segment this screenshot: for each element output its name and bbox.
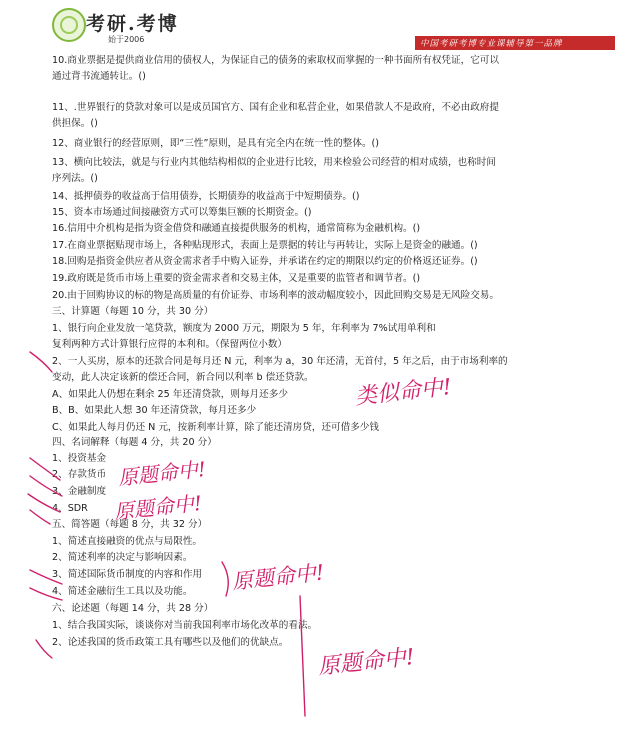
text-line: 供担保。() bbox=[52, 118, 98, 129]
logo-badge-icon bbox=[52, 8, 86, 42]
text-line: 1、结合我国实际，谈谈你对当前我国利率市场化改革的看法。 bbox=[52, 620, 318, 631]
text-line: 17.在商业票据贴现市场上，各种贴现形式，表面上是票据的转让与再转让，实际上是资金的融通。() bbox=[52, 240, 478, 251]
text-line: 变动，此人决定该新的偿还合同，新合同以利率 b 偿还贷款。 bbox=[52, 372, 314, 383]
section-heading: 四、名词解释（每题 4 分，共 20 分） bbox=[52, 437, 217, 448]
text-line: B、B、如果此人想 30 年还清贷款，每月还多少 bbox=[52, 405, 257, 416]
section-heading: 三、计算题（每题 10 分，共 30 分） bbox=[52, 306, 214, 317]
logo-text: 考研.考博 bbox=[86, 13, 179, 35]
text-line: 14、抵押债券的收益高于信用债券，长期债券的收益高于中短期债券。() bbox=[52, 191, 360, 202]
text-line: 13、横向比较法，就是与行业内其他结构相似的企业进行比较，用来检验公司经营的相对成绩，也称时间 bbox=[52, 157, 496, 168]
text-line: 15、资本市场通过间接融资方式可以筹集巨额的长期资金。() bbox=[52, 207, 312, 218]
text-line: 2、一人买房，原本的还款合同是每月还 N 元，利率为 a，30 年还清，无首付，5 年之后，由于市场利率的 bbox=[52, 356, 508, 367]
handwriting-similar-hit: 类似命中! bbox=[353, 374, 453, 410]
text-line: 4、SDR bbox=[52, 503, 88, 514]
text-line: 2、论述我国的货币政策工具有哪些以及他们的优缺点。 bbox=[52, 637, 289, 648]
page-header bbox=[0, 0, 628, 52]
text-line: 1、银行向企业发放一笔贷款，额度为 2000 万元，期限为 5 年，年利率为 7%试用单利和 bbox=[52, 323, 436, 334]
text-line: 2、存款货币 bbox=[52, 469, 107, 480]
handwriting-original-hit: 原题命中! bbox=[230, 560, 326, 594]
text-line: 3、金融制度 bbox=[52, 486, 107, 497]
text-line: 复利两种方式计算银行应得的本利和。（保留两位小数） bbox=[52, 339, 288, 350]
text-line: 20.由于回购协议的标的物是高质量的有价证券、市场利率的波动幅度较小，因此回购交易是无风险交易。 bbox=[52, 290, 499, 301]
text-line: 1、简述直接融资的优点与局限性。 bbox=[52, 536, 203, 547]
text-line: 通过背书流通转让。() bbox=[52, 71, 146, 82]
handwriting-original-hit: 原题命中! bbox=[116, 456, 207, 490]
text-line: 18.回购是指资金供应者从资金需求者手中购入证券，并承诺在约定的期限以约定的价格返还证券。() bbox=[52, 256, 478, 267]
text-line: 19.政府既是货币市场上重要的资金需求者和交易主体，又是重要的监管者和调节者。() bbox=[52, 273, 421, 284]
text-line: 序列法。() bbox=[52, 173, 98, 184]
text-line: 3、简述国际货币制度的内容和作用 bbox=[52, 569, 203, 580]
section-heading: 六、论述题（每题 14 分，共 28 分） bbox=[52, 603, 214, 614]
handwriting-original-hit: 原题命中! bbox=[112, 490, 203, 524]
text-line: 4、简述金融衍生工具以及功能。 bbox=[52, 586, 193, 597]
text-line: 1、投资基金 bbox=[52, 453, 107, 464]
text-line: 2、简述利率的决定与影响因素。 bbox=[52, 552, 193, 563]
logo-since: 始于2006 bbox=[108, 35, 145, 44]
text-line: 16.信用中介机构是指为资金借贷和融通直接提供服务的机构，通常简称为金融机构。() bbox=[52, 223, 421, 234]
section-heading: 五、简答题（每题 8 分，共 32 分） bbox=[52, 519, 208, 530]
text-line: 10.商业票据是提供商业信用的债权人，为保证自己的债务的索取权而掌握的一种书面所有权凭证，它可以 bbox=[52, 55, 499, 66]
text-line: 11、.世界银行的贷款对象可以是成员国官方、国有企业和私营企业，如果借款人不是政府，不必由政府提 bbox=[52, 102, 499, 113]
slogan-text: 中国考研考博专业课辅导第一品牌 bbox=[420, 39, 563, 49]
text-line: C、如果此人每月仍还 N 元，按新利率计算，除了能还清房贷，还可借多少钱 bbox=[52, 422, 379, 433]
text-line: 12、商业银行的经营原则，即“三性”原则，是具有完全内在统一性的整体。() bbox=[52, 138, 380, 149]
handwriting-original-hit: 原题命中! bbox=[316, 644, 416, 680]
text-line: A、如果此人仍想在剩余 25 年还清贷款，则每月还多少 bbox=[52, 389, 288, 400]
